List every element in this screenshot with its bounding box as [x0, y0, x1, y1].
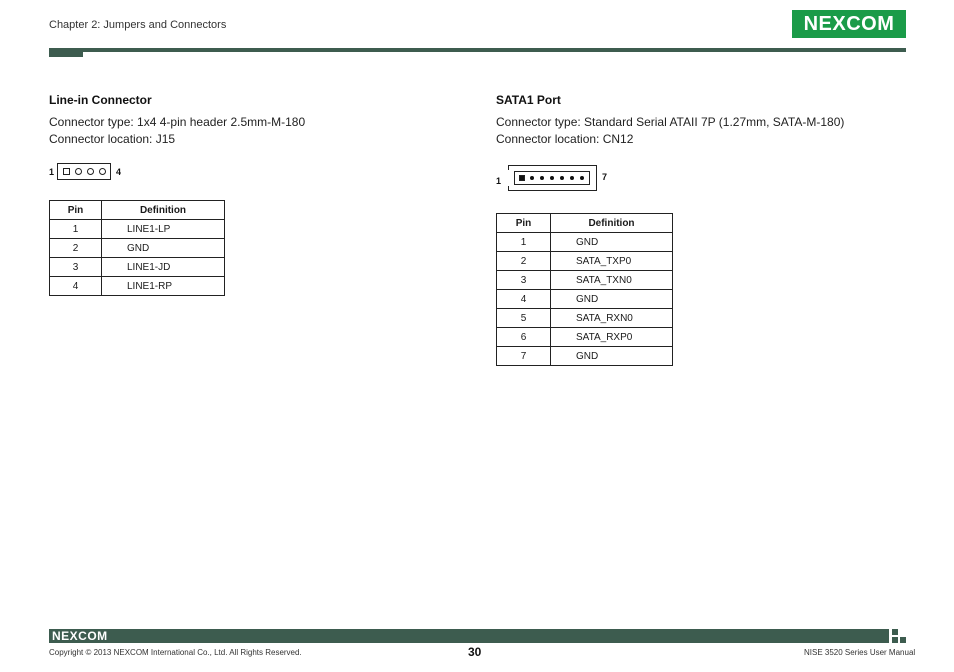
pin-cell: 2	[497, 252, 551, 271]
pin-cell: 5	[497, 309, 551, 328]
footer-nexcom-logo: NEXCOM	[52, 629, 108, 643]
manual-title: NISE 3520 Series User Manual	[804, 648, 916, 657]
pin-dot	[530, 176, 534, 180]
table-header-row	[497, 214, 673, 233]
definition-cell: GND	[551, 290, 673, 309]
pin-3-circle	[87, 168, 94, 175]
table-row	[497, 309, 673, 328]
definition-cell: GND	[551, 347, 673, 366]
table-row	[50, 277, 225, 296]
line-in-pin-table	[49, 200, 225, 296]
definition-cell: SATA_RXN0	[551, 309, 673, 328]
pin-cell: 7	[497, 347, 551, 366]
pin-dot	[570, 176, 574, 180]
pin-cell: 2	[50, 239, 102, 258]
table-row	[497, 271, 673, 290]
sata-location: Connector location: CN12	[496, 132, 634, 146]
sata-type: Connector type: Standard Serial ATAII 7P (1.27mm, SATA-M-180)	[496, 115, 845, 129]
definition-header: Definition	[102, 201, 225, 220]
nexcom-logo	[792, 10, 906, 38]
table-row	[497, 290, 673, 309]
diagram-pin-start-label: 1	[496, 176, 502, 186]
diagram-pin-end-label: 7	[602, 172, 608, 182]
line-in-type: Connector type: 1x4 4-pin header 2.5mm-M-180	[49, 115, 306, 129]
pin-cell: 1	[497, 233, 551, 252]
pin-cell: 4	[497, 290, 551, 309]
definition-cell: LINE1-RP	[102, 277, 225, 296]
diagram-pin-start-label: 1	[49, 167, 55, 177]
definition-cell: GND	[102, 239, 225, 258]
footer-square-icon	[892, 637, 898, 643]
definition-cell: SATA_TXN0	[551, 271, 673, 290]
pin-dot	[560, 176, 564, 180]
table-row	[497, 233, 673, 252]
pin-header: Pin	[497, 214, 551, 233]
definition-cell: LINE1-JD	[102, 258, 225, 277]
definition-header: Definition	[551, 214, 673, 233]
line-in-title: Line-in Connector	[49, 93, 152, 107]
pin-header: Pin	[50, 201, 102, 220]
pin-dot	[550, 176, 554, 180]
header-rule-accent	[49, 48, 83, 57]
nexcom-logo-text: NEXCOM	[803, 12, 895, 35]
page-number: 30	[468, 645, 482, 659]
table-row	[50, 239, 225, 258]
definition-cell: GND	[551, 233, 673, 252]
diagram-pin-end-label: 4	[116, 167, 122, 177]
pin-dot	[580, 176, 584, 180]
chapter-title: Chapter 2: Jumpers and Connectors	[49, 19, 227, 31]
pin-cell: 3	[50, 258, 102, 277]
definition-cell: LINE1-LP	[102, 220, 225, 239]
table-row	[497, 347, 673, 366]
table-header-row	[50, 201, 225, 220]
definition-cell: SATA_RXP0	[551, 328, 673, 347]
footer-bar	[49, 629, 889, 643]
pin-cell: 6	[497, 328, 551, 347]
sata-pin-table	[496, 213, 673, 366]
pin-1-square	[519, 175, 525, 181]
definition-cell: SATA_TXP0	[551, 252, 673, 271]
header-rule	[49, 48, 906, 52]
pin-cell: 1	[50, 220, 102, 239]
pin-1-square	[63, 168, 70, 175]
pin-dot	[540, 176, 544, 180]
table-row	[497, 328, 673, 347]
pin-2-circle	[75, 168, 82, 175]
footer-square-icon	[900, 637, 906, 643]
table-row	[50, 258, 225, 277]
pin-4-circle	[99, 168, 106, 175]
pin-cell: 3	[497, 271, 551, 290]
footer-square-icon	[892, 629, 898, 635]
line-in-location: Connector location: J15	[49, 132, 176, 146]
table-row	[50, 220, 225, 239]
sata-title: SATA1 Port	[496, 93, 561, 107]
copyright-text: Copyright © 2013 NEXCOM International Co., Ltd. All Rights Reserved.	[49, 648, 302, 657]
table-row	[497, 252, 673, 271]
pin-cell: 4	[50, 277, 102, 296]
